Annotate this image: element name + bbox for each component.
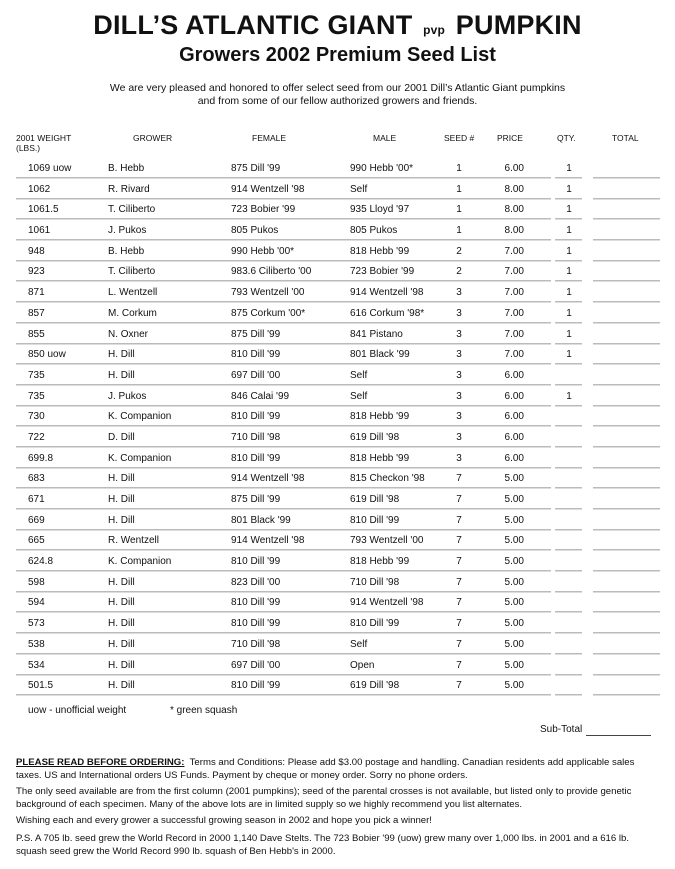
price-cell: 6.00 <box>504 411 524 423</box>
seed-cell: 3 <box>456 411 462 423</box>
seed-cell: 3 <box>456 349 462 361</box>
female-cell: 990 Hebb '00* <box>231 245 295 257</box>
grower-cell: H. Dill <box>108 514 135 526</box>
table-row <box>0 406 675 427</box>
intro-line-2: and from some of our fellow authorized growers and friends. <box>197 95 478 107</box>
grower-cell: J. Pukos <box>108 390 147 402</box>
table-row <box>0 303 675 324</box>
col-weight-l1: 2001 WEIGHT <box>16 133 72 143</box>
grower-cell: R. Wentzell <box>108 535 159 547</box>
price-cell: 5.00 <box>504 576 524 588</box>
note-uow: uow - unofficial weight <box>28 705 127 716</box>
qty-cell[interactable]: 1 <box>566 287 572 299</box>
male-cell: Self <box>350 390 368 402</box>
seed-cell: 2 <box>456 266 462 278</box>
female-cell: 810 Dill '99 <box>231 349 281 361</box>
price-cell: 5.00 <box>504 494 524 505</box>
intro-text <box>0 82 675 108</box>
table-row <box>0 386 675 407</box>
title-end: PUMPKIN <box>455 10 582 40</box>
price-cell: 8.00 <box>504 204 524 216</box>
seed-cell: 7 <box>456 618 462 630</box>
male-cell: 818 Hebb '99 <box>350 245 410 257</box>
female-cell: 823 Dill '00 <box>231 576 281 588</box>
col-header-seed: SEED # <box>444 133 475 143</box>
female-cell: 801 Black '99 <box>231 514 291 526</box>
male-cell: 619 Dill '98 <box>350 494 400 505</box>
seed-cell: 3 <box>456 452 462 464</box>
grower-cell: J. Pukos <box>108 225 147 237</box>
grower-cell: L. Wentzell <box>108 287 158 299</box>
qty-cell[interactable]: 1 <box>566 328 572 340</box>
seed-cell: 7 <box>456 659 462 671</box>
seed-cell: 3 <box>456 369 462 381</box>
male-cell: 815 Checkon '98 <box>350 473 425 485</box>
grower-cell: T. Ciliberto <box>108 266 156 278</box>
price-cell: 7.00 <box>504 328 524 340</box>
table-row <box>0 448 675 469</box>
seed-cell: 7 <box>456 556 462 568</box>
female-cell: 810 Dill '99 <box>231 411 281 423</box>
price-cell: 5.00 <box>504 680 524 692</box>
terms-paragraph-1 <box>16 757 661 782</box>
male-cell: 841 Pistano <box>350 328 403 340</box>
qty-cell[interactable]: 1 <box>566 349 572 361</box>
weight-cell: 671 <box>28 494 45 505</box>
male-cell: 935 Lloyd '97 <box>350 204 410 216</box>
price-cell: 5.00 <box>504 618 524 630</box>
qty-cell[interactable]: 1 <box>566 266 572 278</box>
seed-cell: 7 <box>456 638 462 650</box>
weight-cell: 1069 uow <box>28 163 72 174</box>
female-cell: 697 Dill '00 <box>231 659 281 671</box>
grower-cell: T. Ciliberto <box>108 204 156 216</box>
male-cell: 805 Pukos <box>350 225 398 237</box>
table-row <box>0 427 675 448</box>
price-cell: 5.00 <box>504 514 524 526</box>
grower-cell: H. Dill <box>108 369 135 381</box>
male-cell: 616 Corkum '98* <box>350 307 425 319</box>
female-cell: 875 Dill '99 <box>231 494 281 505</box>
seed-cell: 3 <box>456 287 462 299</box>
table-row <box>0 261 675 282</box>
intro-line-1: We are very pleased and honored to offer select seed from our 2001 Dill’s Atlantic Giant pumpkins <box>109 82 566 94</box>
seed-cell: 1 <box>456 204 462 216</box>
qty-input-line[interactable] <box>555 694 582 696</box>
male-cell: 723 Bobier '99 <box>350 266 415 278</box>
subtotal-label: Sub-Total <box>540 724 583 735</box>
male-cell: 793 Wentzell '00 <box>350 535 424 547</box>
male-cell: 710 Dill '98 <box>350 576 400 588</box>
table-row <box>0 468 675 489</box>
weight-cell: 573 <box>28 618 45 630</box>
male-cell: 818 Hebb '99 <box>350 556 410 568</box>
female-cell: 810 Dill '99 <box>231 618 281 630</box>
price-cell: 7.00 <box>504 245 524 257</box>
table-row <box>0 551 675 572</box>
qty-cell[interactable]: 1 <box>566 307 572 319</box>
female-cell: 846 Calai '99 <box>231 390 290 402</box>
female-cell: 810 Dill '99 <box>231 452 281 464</box>
price-cell: 8.00 <box>504 183 524 195</box>
col-header-qty: QTY. <box>557 133 576 143</box>
grower-cell: H. Dill <box>108 494 135 505</box>
male-cell: Open <box>350 659 375 671</box>
price-cell: 6.00 <box>504 390 524 402</box>
male-cell: 810 Dill '99 <box>350 618 400 630</box>
seed-cell: 3 <box>456 431 462 443</box>
female-cell: 914 Wentzell '98 <box>231 473 305 485</box>
col-header-grower: GROWER <box>133 133 173 143</box>
grower-cell: H. Dill <box>108 576 135 588</box>
table-row <box>0 324 675 345</box>
grower-cell: B. Hebb <box>108 245 145 257</box>
price-cell: 5.00 <box>504 638 524 650</box>
seed-table <box>0 158 675 696</box>
weight-cell: 501.5 <box>28 680 54 692</box>
seed-cell: 7 <box>456 576 462 588</box>
terms-paragraph-3: Wishing each and every grower a successful growing season in 2002 and hope you pick a winner! <box>16 815 432 826</box>
grower-cell: B. Hebb <box>108 163 145 174</box>
table-row <box>0 655 675 676</box>
col-header-female: FEMALE <box>252 133 287 143</box>
seed-cell: 3 <box>456 390 462 402</box>
price-cell: 5.00 <box>504 597 524 609</box>
page-title <box>0 10 675 41</box>
table-row <box>0 634 675 655</box>
table-row <box>0 613 675 634</box>
table-row <box>0 199 675 220</box>
seed-cell: 7 <box>456 514 462 526</box>
title-pvp: pvp <box>423 23 446 37</box>
male-cell: Self <box>350 638 368 650</box>
weight-cell: 1061.5 <box>28 204 59 216</box>
grower-cell: H. Dill <box>108 618 135 630</box>
male-cell: 801 Black '99 <box>350 349 410 361</box>
seed-cell: 7 <box>456 680 462 692</box>
grower-cell: H. Dill <box>108 680 135 692</box>
weight-cell: 722 <box>28 431 45 443</box>
weight-cell: 855 <box>28 328 45 340</box>
grower-cell: K. Companion <box>108 452 172 464</box>
female-cell: 914 Wentzell '98 <box>231 183 305 195</box>
weight-cell: 735 <box>28 369 45 381</box>
price-cell: 6.00 <box>504 452 524 464</box>
subtotal <box>540 724 651 736</box>
price-cell: 5.00 <box>504 473 524 485</box>
weight-cell: 624.8 <box>28 556 54 568</box>
weight-cell: 534 <box>28 659 45 671</box>
male-cell: Self <box>350 183 368 195</box>
weight-cell: 665 <box>28 535 45 547</box>
female-cell: 710 Dill '98 <box>231 431 281 443</box>
weight-cell: 1061 <box>28 225 51 237</box>
price-cell: 7.00 <box>504 287 524 299</box>
grower-cell: D. Dill <box>108 431 135 443</box>
weight-cell: 857 <box>28 307 45 319</box>
seed-cell: 7 <box>456 473 462 485</box>
qty-cell[interactable]: 1 <box>566 163 572 174</box>
price-cell: 7.00 <box>504 349 524 361</box>
table-row <box>0 158 675 179</box>
table-row <box>0 220 675 241</box>
table-row <box>0 241 675 262</box>
seed-cell: 3 <box>456 328 462 340</box>
female-cell: 805 Pukos <box>231 225 279 237</box>
seed-cell: 7 <box>456 535 462 547</box>
male-cell: 619 Dill '98 <box>350 431 400 443</box>
price-cell: 8.00 <box>504 225 524 237</box>
price-cell: 5.00 <box>504 535 524 547</box>
grower-cell: M. Corkum <box>108 307 157 319</box>
price-cell: 6.00 <box>504 163 524 174</box>
col-header-weight <box>16 133 71 153</box>
female-cell: 723 Bobier '99 <box>231 204 296 216</box>
grower-cell: H. Dill <box>108 349 135 361</box>
col-header-price: PRICE <box>497 133 523 143</box>
female-cell: 875 Dill '99 <box>231 163 281 174</box>
total-input-line[interactable] <box>593 694 660 696</box>
qty-cell[interactable]: 1 <box>566 390 572 402</box>
weight-cell: 669 <box>28 514 45 526</box>
grower-cell: H. Dill <box>108 473 135 485</box>
col-header-male: MALE <box>373 133 397 143</box>
female-cell: 983.6 Ciliberto '00 <box>231 266 312 278</box>
table-row <box>0 530 675 551</box>
weight-cell: 948 <box>28 245 45 257</box>
grower-cell: N. Oxner <box>108 328 149 340</box>
subtotal-field[interactable] <box>586 724 651 736</box>
female-cell: 875 Dill '99 <box>231 328 281 340</box>
price-cell: 6.00 <box>504 369 524 381</box>
weight-cell: 730 <box>28 411 45 423</box>
seed-cell: 1 <box>456 163 462 174</box>
male-cell: 990 Hebb '00* <box>350 163 414 174</box>
price-cell: 5.00 <box>504 659 524 671</box>
terms-heading: PLEASE READ BEFORE ORDERING: <box>16 757 185 768</box>
col-weight-l2: (LBS.) <box>16 143 41 153</box>
table-row <box>0 365 675 386</box>
male-cell: 818 Hebb '99 <box>350 411 410 423</box>
weight-cell: 871 <box>28 287 45 299</box>
female-cell: 875 Corkum '00* <box>231 307 306 319</box>
male-cell: 619 Dill '98 <box>350 680 400 692</box>
terms-paragraph-2: The only seed available are from the first column (2001 pumpkins); seed of the parental crosses is not available, but listed only to provide genetic background of each specimen. Many of the above lots are in limited supply so we highly recommend you list alternates. <box>16 786 632 810</box>
seed-cell: 2 <box>456 245 462 257</box>
weight-cell: 923 <box>28 266 45 278</box>
grower-cell: H. Dill <box>108 638 135 650</box>
qty-cell[interactable]: 1 <box>566 204 572 216</box>
weight-cell: 594 <box>28 597 45 609</box>
table-row <box>0 344 675 365</box>
male-cell: 914 Wentzell '98 <box>350 597 424 609</box>
seed-cell: 3 <box>456 307 462 319</box>
female-cell: 810 Dill '99 <box>231 597 281 609</box>
col-header-total: TOTAL <box>612 133 639 143</box>
weight-cell: 699.8 <box>28 452 54 464</box>
table-row <box>0 592 675 613</box>
grower-cell: K. Companion <box>108 411 172 423</box>
female-cell: 793 Wentzell '00 <box>231 287 305 299</box>
page-subtitle: Growers 2002 Premium Seed List <box>179 44 496 66</box>
table-row <box>0 675 675 696</box>
weight-cell: 1062 <box>28 183 51 195</box>
terms-paragraph-4: P.S. A 705 lb. seed grew the World Record in 2000 1,140 Dave Stelts. The 723 Bobier '99 (uow) grew many over 1,000 lbs. in 2001 and a 616 lb. squash seed grew the World Record 990 lb. squash of Ben Hebb's in 2000. <box>16 833 630 857</box>
male-cell: Self <box>350 369 368 381</box>
weight-cell: 683 <box>28 473 45 485</box>
price-cell: 5.00 <box>504 556 524 568</box>
female-cell: 914 Wentzell '98 <box>231 535 305 547</box>
seed-cell: 1 <box>456 183 462 195</box>
seed-cell: 7 <box>456 494 462 505</box>
female-cell: 810 Dill '99 <box>231 680 281 692</box>
female-cell: 810 Dill '99 <box>231 556 281 568</box>
note-green-squash: * green squash <box>170 705 238 716</box>
price-cell: 6.00 <box>504 431 524 443</box>
weight-cell: 850 uow <box>28 349 66 361</box>
qty-cell[interactable]: 1 <box>566 245 572 257</box>
qty-cell[interactable]: 1 <box>566 225 572 237</box>
price-cell: 7.00 <box>504 307 524 319</box>
table-row <box>0 572 675 593</box>
price-cell: 7.00 <box>504 266 524 278</box>
title-main: DILL’S ATLANTIC GIANT <box>93 10 413 40</box>
grower-cell: H. Dill <box>108 597 135 609</box>
weight-cell: 735 <box>28 390 45 402</box>
table-row <box>0 510 675 531</box>
grower-cell: H. Dill <box>108 659 135 671</box>
male-cell: 914 Wentzell '98 <box>350 287 424 299</box>
grower-cell: R. Rivard <box>108 183 150 195</box>
seed-cell: 1 <box>456 225 462 237</box>
female-cell: 710 Dill '98 <box>231 638 281 650</box>
male-cell: 818 Hebb '99 <box>350 452 410 464</box>
grower-cell: K. Companion <box>108 556 172 568</box>
male-cell: 810 Dill '99 <box>350 514 400 526</box>
qty-cell[interactable]: 1 <box>566 183 572 195</box>
weight-cell: 538 <box>28 638 45 650</box>
seed-cell: 7 <box>456 597 462 609</box>
table-row <box>0 179 675 200</box>
terms-text-1: Terms and Conditions: Please add $3.00 postage and handling. Canadian residents add applicable sales taxes. US and International orders US Funds. Payment by cheque or money order. Sorry no phone orders. <box>16 757 635 781</box>
table-row <box>0 489 675 510</box>
row-divider <box>16 694 551 696</box>
female-cell: 697 Dill '00 <box>231 369 281 381</box>
weight-cell: 598 <box>28 576 45 588</box>
table-row <box>0 282 675 303</box>
